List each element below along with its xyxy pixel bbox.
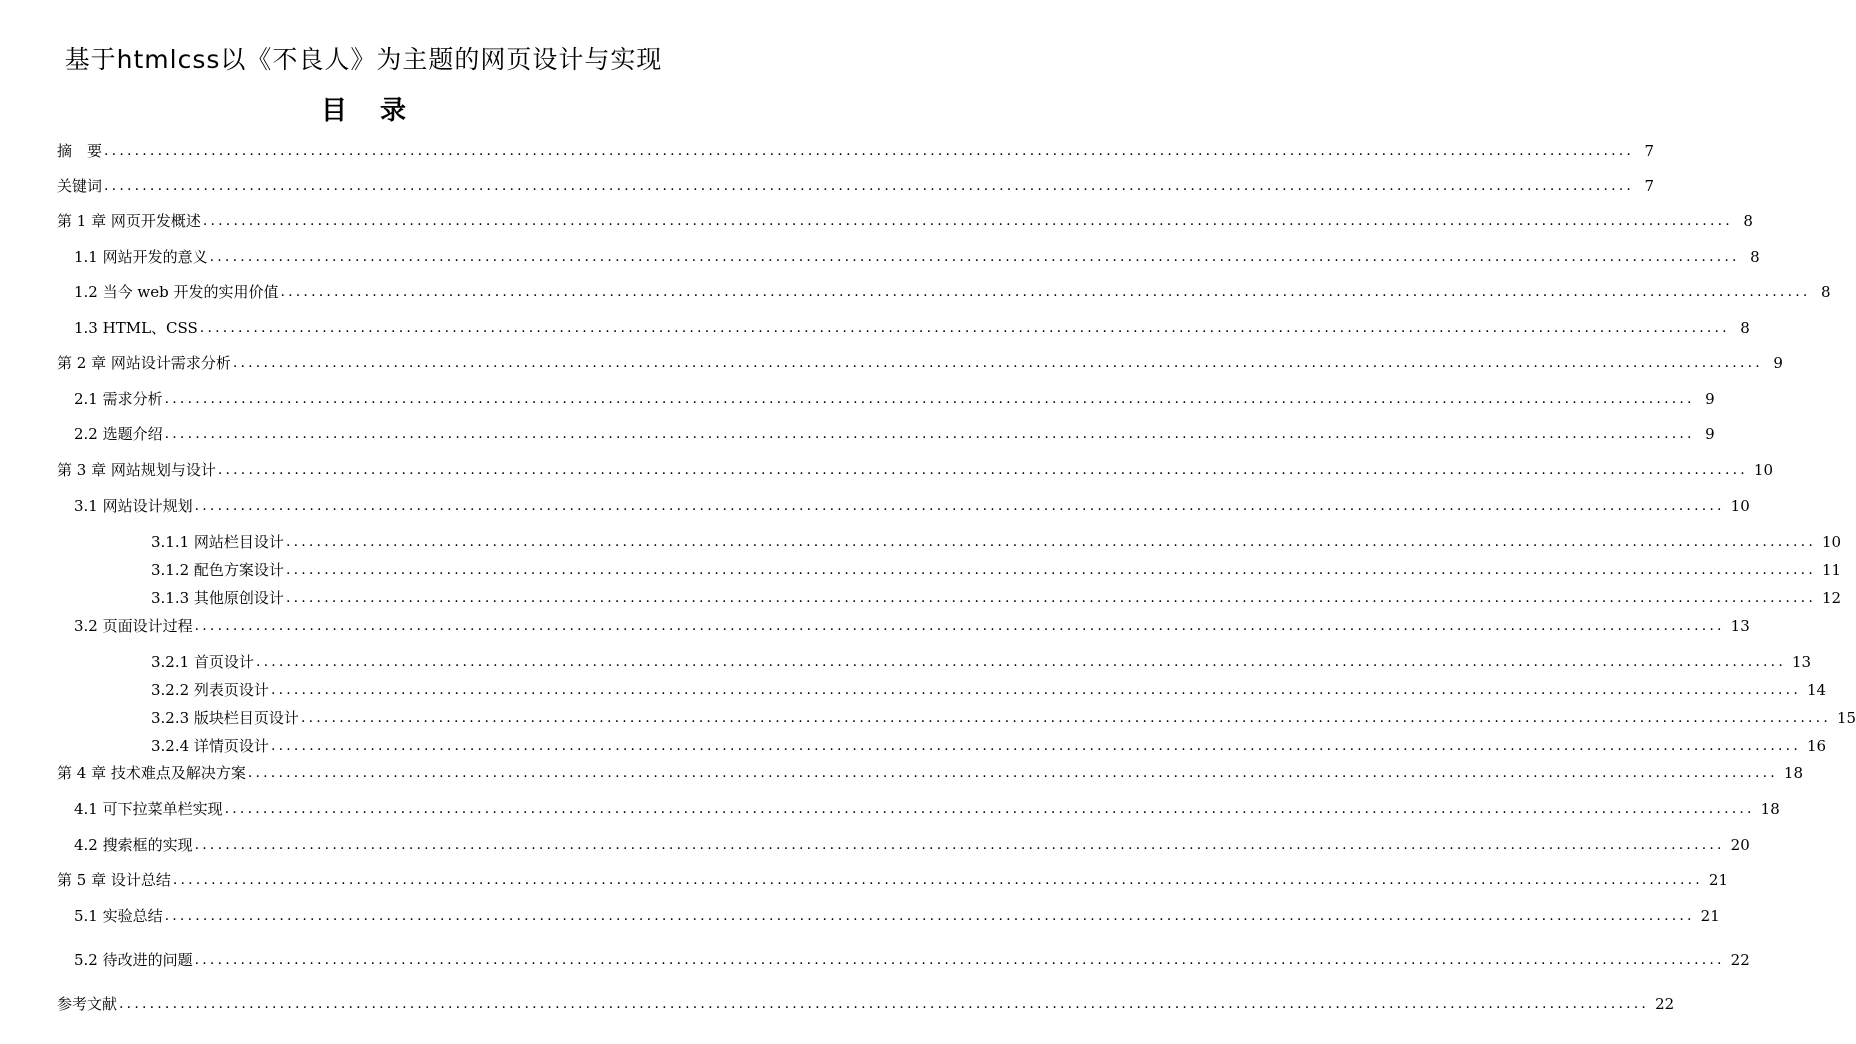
toc-entry-chapter-4[interactable]: [57, 761, 1803, 785]
dot-leader: ........................................................................................................................................................................................................: [199, 320, 1730, 336]
dot-leader: ........................................................................................................................................................................................................: [232, 355, 1763, 371]
dot-leader: ........................................................................................................................................................................................................: [164, 391, 1695, 407]
toc-page-number: 13: [1791, 653, 1812, 671]
toc-entry-label: 摘 要: [57, 142, 103, 160]
toc-entry-5-1[interactable]: [74, 904, 1720, 928]
toc-page-number: 8: [1820, 283, 1831, 301]
dot-leader: ........................................................................................................................................................................................................: [119, 996, 1650, 1012]
dot-leader: ........................................................................................................................................................................................................: [202, 213, 1733, 229]
toc-entry-label: 1.2 当今 web 开发的实用价值: [74, 283, 279, 301]
toc-entry-label: 1.1 网站开发的意义: [74, 248, 208, 266]
toc-page-number: 16: [1806, 737, 1827, 755]
dot-leader: ........................................................................................................................................................................................................: [300, 710, 1831, 726]
dot-leader: ........................................................................................................................................................................................................: [285, 590, 1816, 606]
toc-heading: 目 录: [320, 96, 419, 126]
toc-page-number: 21: [1708, 871, 1728, 889]
toc-page-number: 9: [1705, 425, 1715, 443]
toc-entry-4-1[interactable]: [74, 797, 1780, 821]
toc-entry-2-1[interactable]: [74, 387, 1715, 411]
toc-page-number: 15: [1836, 709, 1856, 727]
toc-page-number: 12: [1821, 589, 1842, 607]
dot-leader: ........................................................................................................................................................................................................: [224, 801, 1755, 817]
toc-entry-chapter-3[interactable]: [57, 458, 1773, 482]
toc-entry-label: 4.2 搜索框的实现: [74, 836, 193, 854]
toc-page-number: 20: [1730, 836, 1750, 854]
toc-page-number: 7: [1644, 142, 1655, 160]
toc-page-number: 22: [1655, 995, 1675, 1013]
toc-page-number: 10: [1821, 533, 1842, 551]
dot-leader: ........................................................................................................................................................................................................: [172, 872, 1703, 888]
toc-entry-label: 第 4 章 技术难点及解决方案: [57, 764, 246, 782]
toc-entry-1-1[interactable]: [74, 245, 1760, 269]
toc-entry-3-1-2[interactable]: [151, 558, 1842, 582]
dot-leader: ........................................................................................................................................................................................................: [285, 534, 1816, 550]
dot-leader: ........................................................................................................................................................................................................: [194, 952, 1725, 968]
toc-page-number: 18: [1760, 800, 1780, 818]
toc-entry-label: 2.1 需求分析: [74, 390, 163, 408]
dot-leader: ........................................................................................................................................................................................................: [194, 837, 1725, 853]
toc-page-number: 13: [1730, 617, 1750, 635]
toc-page-number: 8: [1750, 248, 1760, 266]
toc-entry-1-3[interactable]: [74, 316, 1750, 340]
toc-entry-label: 3.2.1 首页设计: [151, 653, 254, 671]
dot-leader: ........................................................................................................................................................................................................: [194, 618, 1725, 634]
toc-entry-3-1-1[interactable]: [151, 530, 1842, 554]
toc-entry-3-2[interactable]: [74, 614, 1750, 638]
toc-entry-3-1[interactable]: [74, 494, 1750, 518]
toc-entry-label: 3.2.4 详情页设计: [151, 737, 269, 755]
toc-entry-4-2[interactable]: [74, 833, 1750, 857]
toc-entry-abstract[interactable]: [57, 139, 1655, 163]
toc-page-number: 21: [1700, 907, 1720, 925]
toc-page-number: 10: [1730, 497, 1750, 515]
toc-page-number: 11: [1821, 561, 1842, 579]
toc-page-number: 14: [1806, 681, 1827, 699]
toc-page-number: 18: [1783, 764, 1803, 782]
toc-entry-label: 3.2 页面设计过程: [74, 617, 193, 635]
toc-entry-keywords[interactable]: [57, 174, 1655, 198]
toc-entry-3-1-3[interactable]: [151, 586, 1842, 610]
toc-entry-label: 第 3 章 网站规划与设计: [57, 461, 216, 479]
toc-entry-3-2-2[interactable]: [151, 678, 1827, 702]
dot-leader: ........................................................................................................................................................................................................: [270, 738, 1801, 754]
toc-entry-2-2[interactable]: [74, 422, 1715, 446]
dot-leader: ........................................................................................................................................................................................................: [104, 143, 1635, 159]
toc-entry-label: 3.2.3 版块栏目页设计: [151, 709, 299, 727]
toc-page-number: 10: [1753, 461, 1773, 479]
toc-page-number: 7: [1644, 177, 1655, 195]
toc-entry-label: 3.1 网站设计规划: [74, 497, 193, 515]
toc-page-number: 9: [1705, 390, 1715, 408]
toc-entry-label: 第 2 章 网站设计需求分析: [57, 354, 231, 372]
toc-page-number: 9: [1773, 354, 1783, 372]
dot-leader: ........................................................................................................................................................................................................: [194, 498, 1725, 514]
toc-entry-3-2-4[interactable]: [151, 734, 1827, 758]
toc-entry-3-2-3[interactable]: [151, 706, 1856, 730]
toc-entry-label: 4.1 可下拉菜单栏实现: [74, 800, 223, 818]
dot-leader: ........................................................................................................................................................................................................: [164, 426, 1695, 442]
dot-leader: ........................................................................................................................................................................................................: [270, 682, 1801, 698]
dot-leader: ........................................................................................................................................................................................................: [209, 249, 1740, 265]
toc-entry-label: 2.2 选题介绍: [74, 425, 163, 443]
dot-leader: ........................................................................................................................................................................................................: [255, 654, 1786, 670]
dot-leader: ........................................................................................................................................................................................................: [280, 284, 1811, 300]
toc-entry-5-2[interactable]: [74, 948, 1750, 972]
dot-leader: ........................................................................................................................................................................................................: [104, 178, 1635, 194]
toc-entry-chapter-2[interactable]: [57, 351, 1783, 375]
toc-entry-label: 3.1.2 配色方案设计: [151, 561, 284, 579]
toc-entry-1-2[interactable]: [74, 280, 1831, 304]
toc-page-number: 8: [1740, 319, 1750, 337]
dot-leader: ........................................................................................................................................................................................................: [285, 562, 1816, 578]
toc-entry-label: 5.1 实验总结: [74, 907, 163, 925]
toc-entry-label: 第 1 章 网页开发概述: [57, 212, 201, 230]
dot-leader: ........................................................................................................................................................................................................: [247, 765, 1778, 781]
toc-entry-label: 3.2.2 列表页设计: [151, 681, 269, 699]
toc-entry-label: 关键词: [57, 177, 103, 195]
toc-entry-label: 3.1.1 网站栏目设计: [151, 533, 284, 551]
toc-page-number: 22: [1730, 951, 1750, 969]
dot-leader: ........................................................................................................................................................................................................: [164, 908, 1695, 924]
toc-entry-chapter-5[interactable]: [57, 868, 1728, 892]
toc-entry-label: 1.3 HTML、CSS: [74, 319, 198, 337]
toc-entry-3-2-1[interactable]: [151, 650, 1812, 674]
toc-entry-label: 第 5 章 设计总结: [57, 871, 171, 889]
toc-entry-label: 3.1.3 其他原创设计: [151, 589, 284, 607]
toc-entry-label: 参考文献: [57, 995, 118, 1013]
dot-leader: ........................................................................................................................................................................................................: [217, 462, 1748, 478]
toc-page-number: 8: [1743, 212, 1753, 230]
document-title: 基于htmlcss以《不良人》为主题的网页设计与实现: [64, 45, 663, 74]
toc-entry-references[interactable]: [57, 992, 1675, 1016]
toc-entry-label: 5.2 待改进的问题: [74, 951, 193, 969]
toc-entry-chapter-1[interactable]: [57, 209, 1753, 233]
